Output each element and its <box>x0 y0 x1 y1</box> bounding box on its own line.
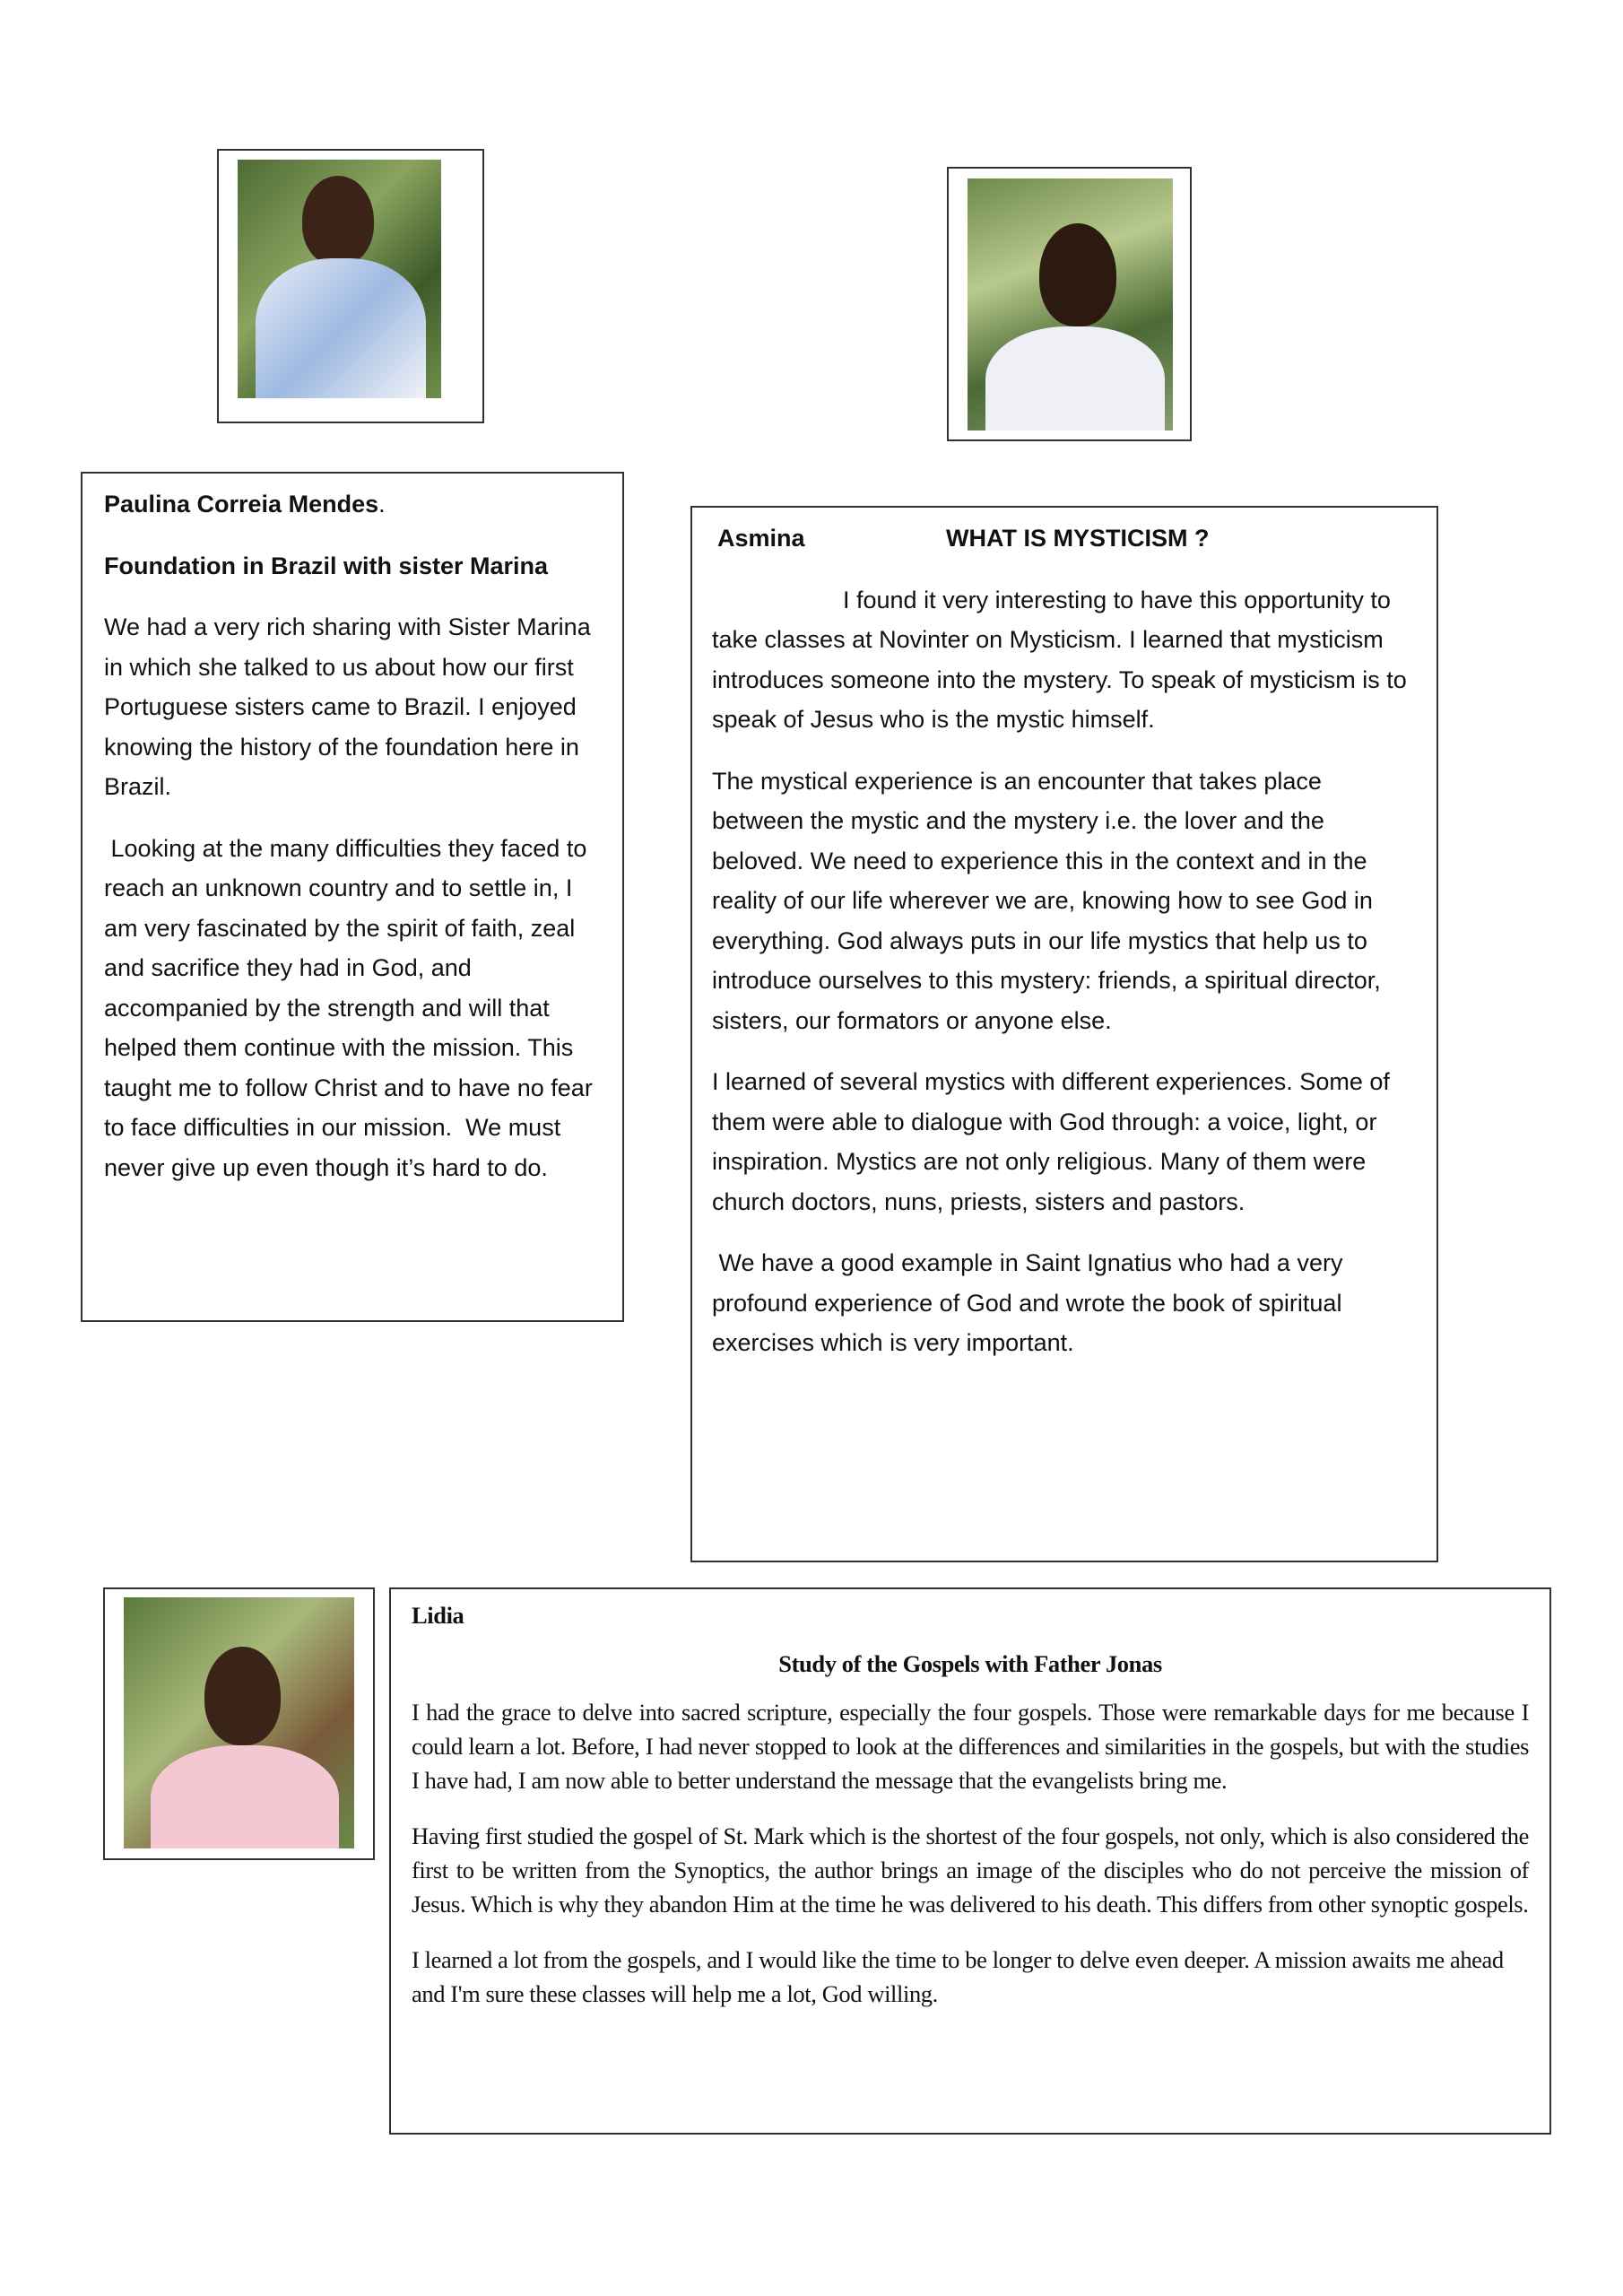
author-name: Paulina Correia Mendes <box>104 491 379 517</box>
photo-paulina <box>238 160 441 398</box>
article-title: Study of the Gospels with Father Jonas <box>778 1650 1162 1677</box>
paragraph: I learned of several mystics with different experiences. Some of them were able to dialogue with God through: a voice, light, or inspiration. Mystics are not only religious. Many of them were church doctors, nuns, priests, sisters and pastors. <box>712 1068 1390 1215</box>
paragraph: Looking at the many difficulties they faced to reach an unknown country and to settle in, I am very fascinated by the spirit of faith, zeal and sacrifice they had in God, and accompanied by the strength and will that helped them continue with the mission. This taught me to follow Christ and to have no fear to face difficulties in our mission. We must never give up even though it’s hard to do. <box>104 834 600 1181</box>
article-lidia <box>389 1587 1551 2135</box>
article-asmina <box>690 506 1438 1562</box>
paragraph: I had the grace to delve into sacred scripture, especially the four gospels. Those were remarkable days for me because I could learn a lot. Before, I had never stopped to look at the differences and similarities in the gospels, but with the studies I have had, I am now able to better understand the message that the evangelists bring me. <box>412 1699 1529 1794</box>
author-name: Lidia <box>412 1602 464 1629</box>
photo-asmina <box>968 178 1173 430</box>
name-suffix: . <box>378 491 386 517</box>
author-name: Asmina <box>717 525 805 552</box>
paragraph: We have a good example in Saint Ignatius who had a very profound experience of God and wrote the book of spiritual exercises which is very important. <box>712 1249 1350 1356</box>
paragraph: Having first studied the gospel of St. Mark which is the shortest of the four gospels, not only, which is also considered the first to be written from the Synoptics, the author brings an image of the disciples who do not perceive the mission of Jesus. Which is why they abandon Him at the time he was delivered to his death. This differs from other synoptic gospels. <box>412 1822 1529 1918</box>
paragraph: The mystical experience is an encounter that takes place between the mystic and the mystery i.e. the lover and the beloved. We need to experience this in the context and in the reality of our life wherever we are, knowing how to see God in everything. God always puts in our life mystics that help us to introduce ourselves to this mystery: friends, a spiritual director, sisters, our formators or anyone else. <box>712 767 1381 1034</box>
article-paulina <box>81 472 624 1322</box>
paragraph: I found it very interesting to have this opportunity to take classes at Novinter on Mysticism. I learned that mysticism introduces someone into the mystery. To speak of mysticism is to speak of Jesus who is the mystic himself. <box>712 586 1407 733</box>
photo-lidia <box>124 1597 354 1848</box>
paragraph: I learned a lot from the gospels, and I would like the time to be longer to delve even deeper. A mission awaits me ahead and I'm sure these classes will help me a lot, God willing. <box>412 1946 1504 2007</box>
article-title: Foundation in Brazil with sister Marina <box>104 552 549 579</box>
paragraph: We had a very rich sharing with Sister Marina in which she talked to us about how our first Portuguese sisters came to Brazil. I enjoyed knowing the history of the foundation here in Brazil. <box>104 613 591 800</box>
article-title: WHAT IS MYSTICISM ? <box>946 525 1210 552</box>
